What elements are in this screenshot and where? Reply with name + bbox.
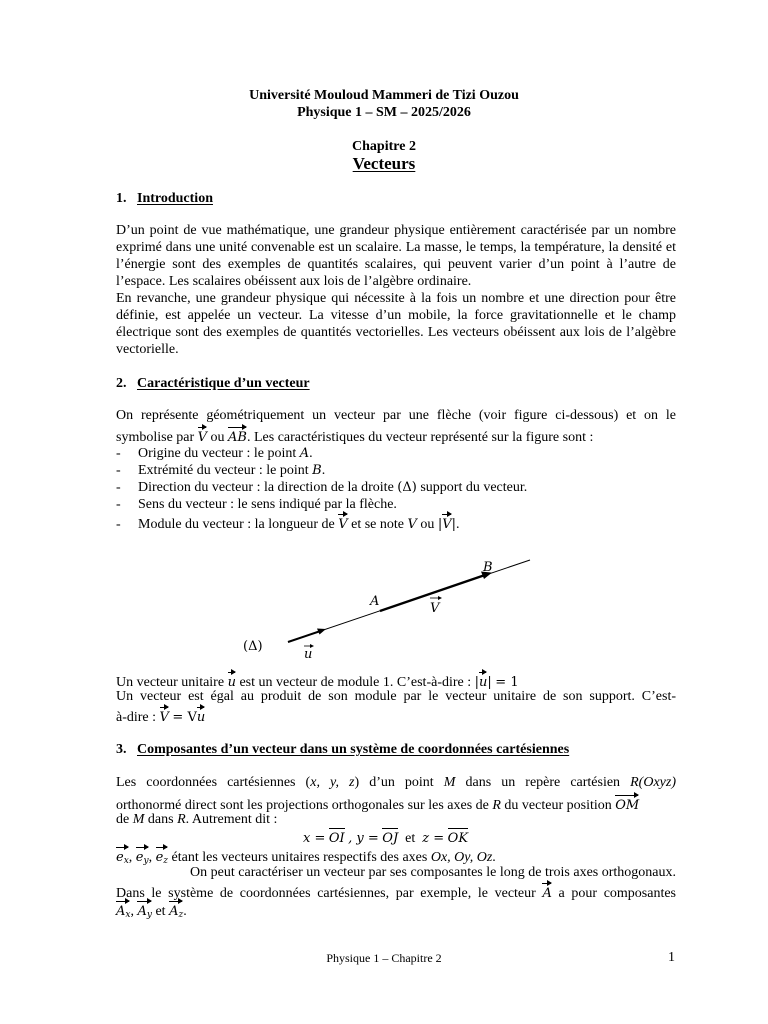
- delta-label: (Δ): [243, 639, 263, 654]
- list-item: - Origine du vecteur : le point A.: [116, 446, 313, 461]
- university-name: Université Mouloud Mammeri de Tizi Ouzou: [249, 88, 519, 103]
- vector-V-label: V: [430, 601, 440, 616]
- section-1-heading: [116, 190, 213, 207]
- cartesian-line-2: orthonormé direct sont les projections orthogonales sur les axes de R du vecteur position OM: [116, 794, 639, 814]
- components-line-2: Dans le système de coordonnées cartésiennes, par exemple, le vecteur A a pour composantes: [116, 882, 676, 902]
- cartesian-line-1: Les coordonnées cartésiennes (x, y, z) d’un point M dans un repère cartésien R(Oxyz): [116, 775, 676, 790]
- course-title: Physique 1 – SM – 2025/2026: [297, 105, 471, 120]
- list-item: - Extrémité du vecteur : le point B.: [116, 463, 326, 478]
- list-item: - Direction du vecteur : la direction de la droite (Δ) support du vecteur.: [116, 480, 528, 495]
- point-A-label: A: [370, 594, 380, 609]
- components-line-3: $A_x$, $A_y$ et $A_z$.: [116, 900, 187, 924]
- paragraph-scalars: D’un point de vue mathématique, une grandeur physique entièrement caractérisée par un nombre exprimé dans une unité convenable est un scalaire. La masse, le temps, la température, la densité et l’énergie sont des exemples de quantités scalaires, qui peuvent varier d’un point à l’autre de l’espace. Les scalaires obéissent aux lois de l’algèbre ordinaire.: [116, 223, 676, 289]
- section-3-heading: 3. Composantes d’un vecteur dans un système de coordonnées cartésiennes: [116, 742, 570, 757]
- paragraph-vectors: En revanche, une grandeur physique qui nécessite à la fois un nombre et une direction pour être définie, est appelée un vecteur. La vitesse d’un mobile, la force gravitationnelle et le champ électrique sont des exemples de quantités vectorielles. Les vecteurs obéissent aux lois de l’algèbre vectorielle.: [116, 291, 676, 357]
- cartesian-line-3: de M dans R. Autrement dit :: [116, 812, 278, 827]
- page-number: 1: [668, 950, 675, 965]
- unit-vector-u: [288, 631, 322, 643]
- list-item: - Module du vecteur : la longueur de V et se note V ou |V|.: [116, 513, 460, 533]
- section-number: 1.: [116, 191, 127, 206]
- chapter-title: Vecteurs: [352, 154, 416, 173]
- vector-intro-line: On représente géométriquement un vecteur par une flèche (voir figure ci-dessous) et on le: [116, 408, 676, 423]
- section-2-heading: 2. Caractéristique d’un vecteur: [116, 376, 310, 391]
- vector-equality-line: Un vecteur est égal au produit de son module par le vecteur unitaire de son support. C’est-: [116, 689, 676, 704]
- list-item: - Sens du vecteur : le sens indiqué par la flèche.: [116, 497, 397, 512]
- unit-vector-arrowhead: [317, 629, 326, 635]
- components-line-1: On peut caractériser un vecteur par ses composantes le long de trois axes orthogonaux.: [190, 865, 676, 880]
- unit-vector-label: u: [304, 647, 313, 662]
- coordinates-equation: x = OI , y = OJ et z = OK: [303, 828, 468, 847]
- page-footer: Physique 1 – Chapitre 2: [326, 951, 442, 965]
- vector-symbol-line: symbolise par V ou AB. Les caractéristiques du vecteur représenté sur la figure sont :: [116, 426, 593, 446]
- vector-equality-formula: à-dire : V = Vu: [116, 706, 205, 726]
- vector-figure: [230, 550, 550, 665]
- unit-vector-line: Un vecteur unitaire u est un vecteur de module 1. C’est-à-dire : |u| = 1: [116, 671, 519, 691]
- point-B-label: B: [483, 560, 493, 575]
- chapter-number: Chapitre 2: [352, 139, 416, 154]
- unit-vectors-line: $e_x$, $e_y$, $e_z$ étant les vecteurs unitaires respectifs des axes Ox, Oy, Oz.: [116, 846, 496, 870]
- section-title: Introduction: [137, 191, 213, 206]
